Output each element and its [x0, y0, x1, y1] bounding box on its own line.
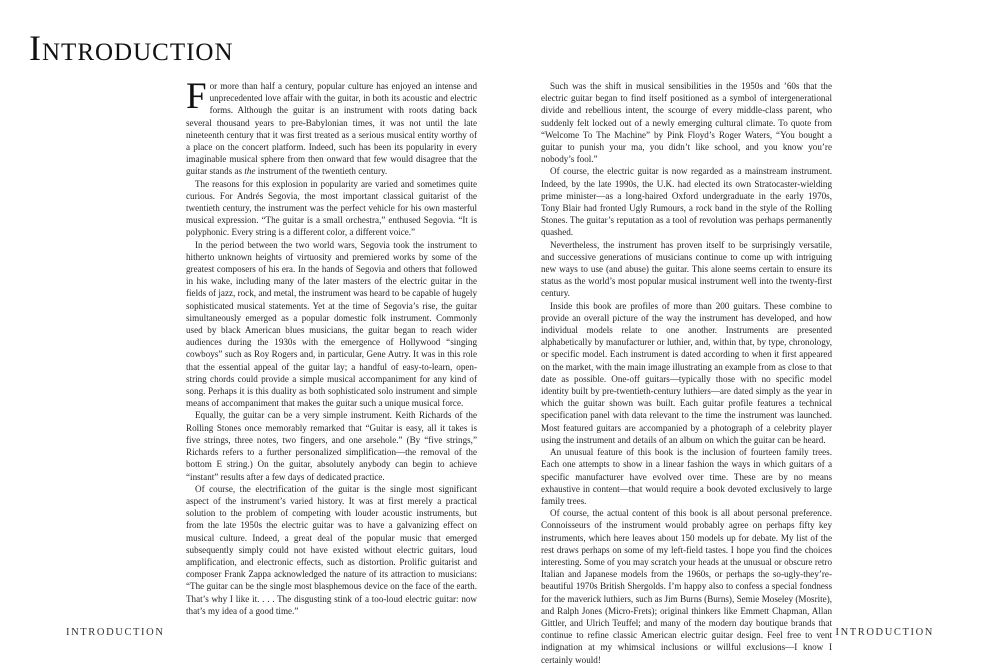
page-title: Introduction — [29, 28, 234, 68]
paragraph-text: or more than half a century, popular culture has enjoyed an intense and unprecedented love affair with the guitar, in both its acoustic and electric forms. Although the guitar is an instrument with roots dating back several thousand years to pre-Babylonian times, it was not until the late nineteenth century that it was first treated as a serious musical entity worthy of a place on the concert platform. Indeed, such has been its popularity in every imaginable musical sphere from then onward that few would disagree that the guitar stands as — [186, 81, 477, 177]
paragraph: Such was the shift in musical sensibilities in the 1950s and ’60s that the electric guitar began to find itself positioned as a symbol of intergenerational divide and rebellious intent, the scourge of every middle-class parent, who suddenly felt locked out of a newly emerging cultural climate. To quote from “Welcome To The Machine” by Pink Floyd’s Roger Waters, “You bought a guitar to punish your ma, you didn’t like school, and you know you’re nobody’s fool.” — [541, 81, 832, 165]
running-footer-right: INTRODUCTION — [835, 627, 934, 638]
paragraph: Of course, the actual content of this book is all about personal preference. Connoisseurs of the instrument would probably agree on perhaps fifty key instruments, which here leaves about 150 models up for debate. My list of the rest draws perhaps on some of my left-field tastes. I hope you find the choices interesting. Some of you may scratch your heads at the unusual or obscure retro Italian and Japanese models from the 1960s, or perhaps the so-ugly-they’re-beautiful 1970s British Shergolds. I’m happy also to confess a special fondness for the maverick luthiers, such as Jim Burns (Burns), Semie Moseley (Mosrite), and Ralph Jones (Micro-Frets); original thinkers like Emmett Chapman, Allan Gittler, and Ulrich Teuffel; and many of the modern day boutique brands that continue to refine classic American electric guitar design. Feel free to vent indignation at my whimsical inclusions or willful exclusions—I know I certainly would! — [541, 508, 832, 665]
paragraph: Inside this book are profiles of more than 200 guitars. These combine to provide an overall picture of the way the instrument has developed, and how individual models relate to one another. Instruments are presented alphabetically by manufacturer or luthier, and, within that, by type, chronology, or specific model. Each instrument is dated according to when it first appeared on the market, with the main image illustrating an example from as close to that date as possible. One-off guitars—typically those with no specific model identity built by pre-twentieth-century luthiers—are dated simply as the year in which the guitar shown was built. Each guitar profile features a technical specification panel with data relevant to the time the instrument was launched. Most featured guitars are accompanied by a photograph of a celebrity player using the instrument and details of an album on which the guitar can be heard. — [541, 300, 832, 445]
paragraph: Nevertheless, the instrument has proven itself to be surprisingly versatile, and successive generations of musicians continue to come up with intriguing new ways to use (and abuse) the guitar. This alone seems certain to ensure its status as the world’s most popular musical instrument well into the twenty-first century. — [541, 239, 832, 299]
left-text-column — [186, 76, 477, 617]
drop-cap: F — [186, 76, 207, 117]
paragraph: Of course, the electrification of the guitar is the single most significant aspect of the instrument’s varied history. It was at first merely a practical solution to the problem of competing with louder acoustic instruments, but from the late 1950s the electric guitar was to have a galvanizing effect on musical culture. Indeed, a great deal of the popular music that emerged subsequently simply could not have existed without electric guitars, loud amplification, and electronic effects, such as distortion. Prolific guitarist and composer Frank Zappa acknowledged the nature of its attraction to musicians: “The guitar can be the single most blasphemous device on the face of the earth. That’s why I like it. . . . The disgusting stink of a too-loud electric guitar: now that’s my idea of a good time.” — [186, 483, 477, 616]
paragraph: An unusual feature of this book is the inclusion of fourteen family trees. Each one attempts to show in a linear fashion the ways in which guitars of a specific manufacturer have evolved over time. These are by no means exhaustive in content—that would require a book devoted exclusively to large family trees. — [541, 447, 832, 506]
paragraph-text: instrument of the twentieth century. — [255, 166, 388, 177]
paragraph: The reasons for this explosion in popularity are varied and sometimes quite curious. For Andrés Segovia, the most important classical guitarist of the twentieth century, the instrument was the perfect vehicle for his own masterful musical expression. “The guitar is a small orchestra,” enthused Segovia. “It is polyphonic. Every string is a different color, a different voice.” — [186, 178, 477, 238]
emphasis-text: the — [244, 166, 256, 177]
paragraph: Of course, the electric guitar is now regarded as a mainstream instrument. Indeed, by the late 1990s, the U.K. had elected its own Stratocaster-wielding prime minister—as a long-haired Oxford undergraduate in the early 1970s, Tony Blair had fronted Ugly Rumours, a rock band in the style of the Rolling Stones. The guitar’s reputation as a tool of revolution was perhaps permanently quashed. — [541, 166, 832, 238]
running-footer-left: INTRODUCTION — [66, 627, 165, 638]
paragraph: In the period between the two world wars, Segovia took the instrument to hitherto unknown heights of virtuosity and premiered works by some of the greatest composers of his era. In the hands of Segovia and others that followed in his wake, including many of the later masters of the electric guitar in the fields of jazz, rock, and metal, the instrument was heard to be capable of hugely sophisticated musical statements. Yet at the time of Segovia’s rise, the guitar simultaneously emerged as a popular domestic folk instrument. Commonly used by black American blues musicians, the guitar began to reach wider audiences during the 1930s with the emergence of Hollywood “singing cowboys” such as Roy Rogers and, in particular, Gene Autry. It was in this role that the essential appeal of the guitar lay; a handful of easy-to-learn, open-string chords could provide a simple musical accompaniment for any kind of song. Perhaps it is this duality as both sophisticated solo instrument and simple means of accompaniment that makes the guitar such a unique musical force. — [186, 239, 477, 409]
paragraph — [186, 76, 477, 178]
paragraph: Equally, the guitar can be a very simple instrument. Keith Richards of the Rolling Stones once memorably remarked that “Guitar is easy, all it takes is five strings, three notes, two fingers, and one arsehole.” (By “five strings,” Richards refers to a further personalized simplification—the removal of the bottom E string.) On the guitar, absolutely anybody can begin to achieve “instant” results after a few days of dedicated practice. — [186, 410, 477, 482]
right-text-column — [541, 80, 832, 666]
